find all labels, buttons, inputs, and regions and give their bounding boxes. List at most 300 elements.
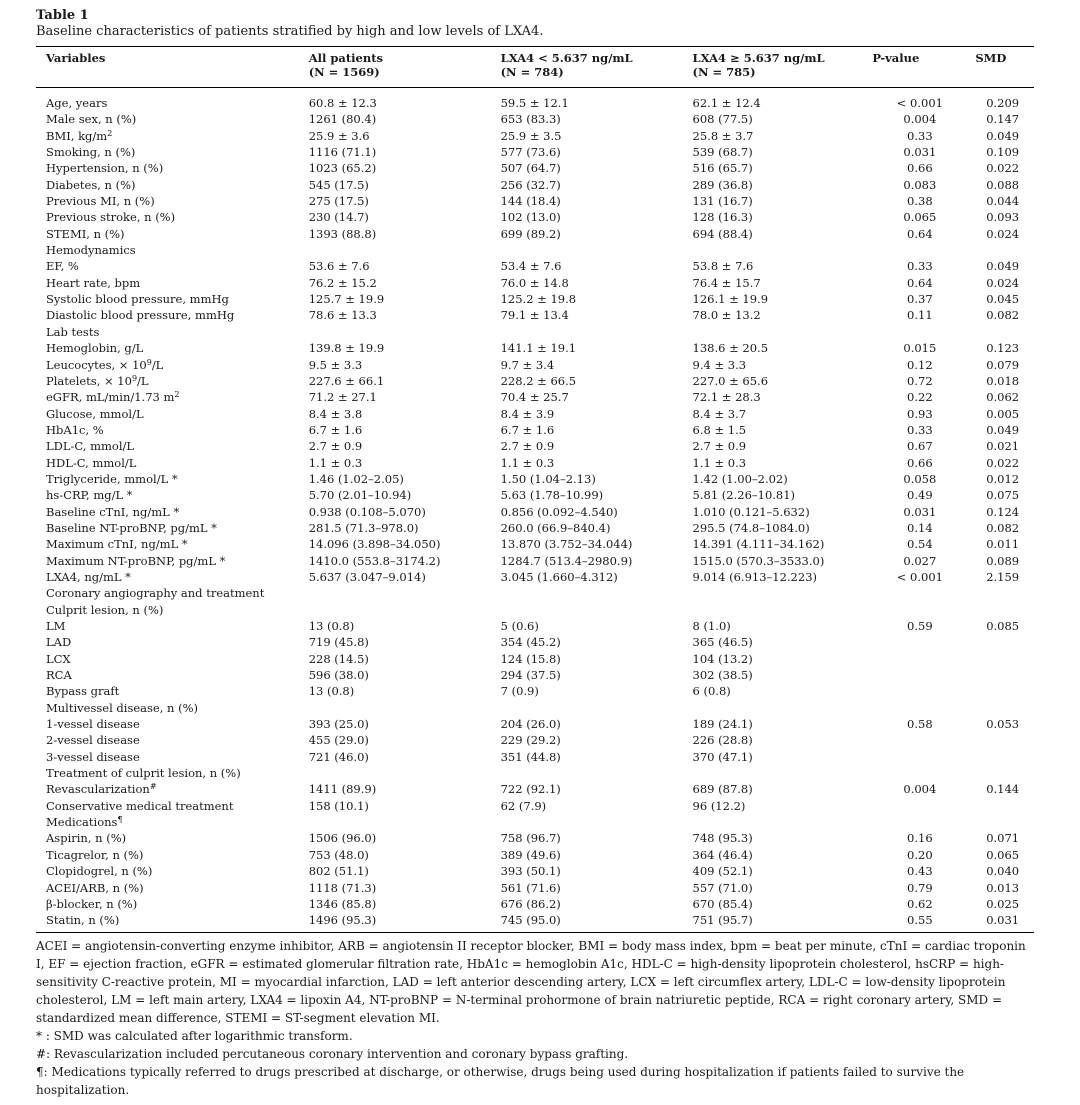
cell-p-value: [868, 765, 971, 781]
superscript: 2: [174, 390, 180, 400]
cell-p-value: 0.38: [907, 194, 933, 209]
cell-variable: Clopidogrel, n (%): [46, 864, 153, 879]
cell-all-patients: 1410.0 (553.8–3174.2): [308, 553, 441, 568]
cell-p-value: 0.031: [903, 145, 937, 160]
cell-all-patients: 9.5 ± 3.3: [308, 357, 363, 372]
cell-low-lxa4: [497, 765, 689, 781]
cell-p-value: [868, 683, 971, 699]
table-row: [36, 781, 1034, 797]
cell-high-lxa4: [689, 242, 869, 258]
cell-high-lxa4: 751 (95.7): [689, 912, 869, 932]
cell-all-patients: 25.9 ± 3.6: [308, 128, 370, 143]
cell-high-lxa4: 126.1 ± 19.9: [692, 292, 769, 307]
cell-p-value: 0.93: [907, 406, 933, 421]
table-row: [36, 209, 1034, 225]
cell-all-patients: [305, 814, 497, 830]
cell-smd: 0.012: [986, 471, 1020, 486]
table-row: [36, 651, 1034, 667]
cell-smd: [971, 814, 1034, 830]
cell-smd: 0.022: [986, 161, 1020, 176]
cell-all-patients: 753 (48.0): [308, 847, 369, 862]
cell-high-lxa4: 6 (0.8): [692, 684, 731, 699]
table-row: [36, 455, 1034, 471]
cell-smd: 0.031: [971, 912, 1034, 932]
table-footnotes: [36, 937, 1036, 1099]
cell-low-lxa4: 144 (18.4): [500, 194, 561, 209]
cell-smd: 0.062: [986, 390, 1020, 405]
cell-p-value: 0.065: [903, 210, 937, 225]
cell-smd: [971, 700, 1034, 716]
table-row: [36, 716, 1034, 732]
cell-low-lxa4: 699 (89.2): [500, 226, 561, 241]
cell-p-value: 0.031: [903, 504, 937, 519]
cell-all-patients: 1023 (65.2): [308, 161, 377, 176]
table-row: [36, 144, 1034, 160]
cell-all-patients: [305, 585, 497, 601]
cell-variable: Leucocytes, × $10^9/L$: [46, 357, 164, 372]
cell-variable: Hemodynamics: [46, 243, 136, 258]
table-row: [36, 357, 1034, 373]
cell-low-lxa4: 393 (50.1): [500, 864, 561, 879]
cell-p-value: [868, 667, 971, 683]
cell-low-lxa4: 745 (95.0): [497, 912, 689, 932]
cell-smd: [971, 651, 1034, 667]
cell-all-patients: 158 (10.1): [308, 798, 369, 813]
cell-variable: Glucose, mmol/L: [46, 406, 144, 421]
cell-p-value: [868, 798, 971, 814]
cell-smd: 0.040: [986, 864, 1020, 879]
cell-smd: 0.144: [986, 782, 1020, 797]
cell-smd: 0.088: [986, 177, 1020, 192]
cell-p-value: [868, 602, 971, 618]
table-row: [36, 912, 1034, 932]
cell-high-lxa4: 289 (36.8): [692, 177, 753, 192]
cell-p-value: [868, 749, 971, 765]
cell-variable: hs-CRP, mg/L *: [46, 488, 133, 503]
cell-high-lxa4: 96 (12.2): [692, 798, 746, 813]
cell-smd: [971, 667, 1034, 683]
cell-smd: 0.013: [986, 880, 1020, 895]
cell-p-value: [868, 814, 971, 830]
cell-low-lxa4: 260.0 (66.9–840.4): [500, 520, 611, 535]
table-row: [36, 242, 1034, 258]
cell-all-patients: [305, 765, 497, 781]
cell-smd: 0.075: [986, 488, 1020, 503]
table-row: [36, 389, 1034, 405]
cell-all-patients: 13 (0.8): [308, 684, 355, 699]
cell-low-lxa4: 354 (45.2): [500, 635, 561, 650]
cell-low-lxa4: 294 (37.5): [500, 668, 561, 683]
cell-low-lxa4: 70.4 ± 25.7: [500, 390, 569, 405]
cell-smd: 0.071: [986, 831, 1020, 846]
cell-high-lxa4: 1.010 (0.121–5.632): [692, 504, 810, 519]
cell-low-lxa4: 59.5 ± 12.1: [500, 96, 569, 110]
table-row: [36, 847, 1034, 863]
cell-all-patients: 78.6 ± 13.3: [308, 308, 377, 323]
cell-low-lxa4: 256 (32.7): [500, 177, 561, 192]
cell-all-patients: 1506 (96.0): [308, 831, 377, 846]
cell-variable: ACEI/ARB, n (%): [46, 880, 144, 895]
table-body: [36, 88, 1034, 933]
table-row: [36, 111, 1034, 127]
header-high-lxa4: LXA4 ≥ 5.637 ng/mL (N = 785): [689, 47, 869, 88]
cell-p-value: 0.20: [907, 847, 933, 862]
table-row: [36, 896, 1034, 912]
cell-low-lxa4: 351 (44.8): [500, 749, 561, 764]
cell-all-patients: 14.096 (3.898–34.050): [308, 537, 441, 552]
cell-smd: 0.089: [986, 553, 1020, 568]
cell-low-lxa4: 1284.7 (513.4–2980.9): [500, 553, 633, 568]
table-row: [36, 438, 1034, 454]
header-smd: SMD: [971, 47, 1034, 88]
cell-smd: 0.124: [986, 504, 1020, 519]
cell-p-value: 0.62: [907, 896, 933, 911]
cell-low-lxa4: 507 (64.7): [500, 161, 561, 176]
cell-high-lxa4: 516 (65.7): [692, 161, 753, 176]
cell-all-patients: 1411 (89.9): [308, 782, 377, 797]
cell-high-lxa4: 14.391 (4.111–34.162): [692, 537, 825, 552]
table-row: [36, 520, 1034, 536]
cell-low-lxa4: 125.2 ± 19.8: [500, 292, 577, 307]
cell-all-patients: 1261 (80.4): [308, 112, 377, 127]
cell-p-value: 0.11: [907, 308, 933, 323]
cell-high-lxa4: 9.4 ± 3.3: [692, 357, 747, 372]
cell-variable: Hypertension, n (%): [46, 161, 164, 176]
cell-p-value: 0.004: [903, 112, 937, 127]
cell-high-lxa4: 138.6 ± 20.5: [692, 341, 769, 356]
cell-smd: 0.065: [986, 847, 1020, 862]
cell-smd: 0.147: [986, 112, 1020, 127]
cell-p-value: 0.66: [907, 161, 933, 176]
cell-smd: [971, 242, 1034, 258]
cell-variable: Male sex, n (%): [46, 112, 137, 127]
cell-variable: Baseline NT-proBNP, pg/mL *: [46, 520, 217, 535]
cell-smd: 0.093: [986, 210, 1020, 225]
cell-low-lxa4: [497, 700, 689, 716]
cell-low-lxa4: 25.9 ± 3.5: [500, 128, 562, 143]
cell-high-lxa4: 608 (77.5): [692, 112, 753, 127]
cell-variable: 1-vessel disease: [46, 717, 140, 732]
cell-all-patients: 1496 (95.3): [305, 912, 497, 932]
cell-smd: 0.082: [986, 520, 1020, 535]
cell-p-value: 0.058: [903, 471, 937, 486]
cell-low-lxa4: 228.2 ± 66.5: [500, 373, 577, 388]
table-row: [36, 487, 1034, 503]
cell-high-lxa4: 2.7 ± 0.9: [692, 439, 747, 454]
cell-smd: [971, 683, 1034, 699]
cell-variable: Bypass graft: [46, 684, 120, 699]
table-row: [36, 471, 1034, 487]
cell-low-lxa4: 5.63 (1.78–10.99): [500, 488, 604, 503]
header-low-lxa4: LXA4 < 5.637 ng/mL (N = 784): [497, 47, 689, 88]
cell-high-lxa4: 131 (16.7): [692, 194, 753, 209]
cell-high-lxa4: 226 (28.8): [692, 733, 753, 748]
table-caption: Baseline characteristics of patients stratified by high and low levels of LXA4.: [36, 24, 544, 39]
cell-variable: 2-vessel disease: [46, 733, 140, 748]
cell-low-lxa4: 389 (49.6): [500, 847, 561, 862]
cell-low-lxa4: [497, 324, 689, 340]
cell-smd: [971, 765, 1034, 781]
table-row: [36, 324, 1034, 340]
table-row: [36, 226, 1034, 242]
cell-p-value: 0.33: [907, 259, 933, 274]
cell-high-lxa4: [689, 814, 869, 830]
cell-low-lxa4: 76.0 ± 14.8: [500, 275, 569, 290]
cell-variable: Multivessel disease, n (%): [46, 700, 198, 715]
cell-smd: [971, 634, 1034, 650]
superscript: #: [149, 782, 157, 792]
baseline-characteristics-table: [36, 46, 1034, 933]
cell-variable: Conservative medical treatment: [46, 798, 234, 813]
cell-p-value: [868, 585, 971, 601]
cell-variable: β-blocker, n (%): [46, 896, 138, 911]
cell-variable: Previous MI, n (%): [46, 194, 155, 209]
cell-high-lxa4: 539 (68.7): [692, 145, 753, 160]
cell-p-value: 0.22: [907, 390, 933, 405]
cell-variable: Baseline cTnI, ng/mL *: [46, 504, 180, 519]
cell-variable: EF, %: [46, 259, 79, 274]
cell-all-patients: 1118 (71.3): [308, 880, 377, 895]
cell-all-patients: 8.4 ± 3.8: [308, 406, 363, 421]
cell-high-lxa4: 25.8 ± 3.7: [692, 128, 754, 143]
cell-smd: [971, 732, 1034, 748]
cell-all-patients: 5.637 (3.047–9.014): [308, 569, 426, 584]
cell-all-patients: 1.1 ± 0.3: [308, 455, 363, 470]
table-row: [36, 258, 1034, 274]
cell-variable: LXA4, ng/mL *: [46, 569, 131, 584]
table-row: [36, 193, 1034, 209]
cell-variable: RCA: [46, 668, 72, 683]
superscript: 9: [146, 357, 152, 367]
table-row: [36, 765, 1034, 781]
cell-low-lxa4: 3.045 (1.660–4.312): [500, 569, 618, 584]
cell-all-patients: 5.70 (2.01–10.94): [308, 488, 412, 503]
cell-variable: Smoking, n (%): [46, 145, 136, 160]
table-row: [36, 798, 1034, 814]
table-row: [36, 667, 1034, 683]
cell-low-lxa4: [497, 585, 689, 601]
cell-high-lxa4: 72.1 ± 28.3: [692, 390, 761, 405]
table-row: [36, 700, 1034, 716]
cell-all-patients: 1393 (88.8): [308, 226, 377, 241]
cell-high-lxa4: 62.1 ± 12.4: [692, 96, 761, 110]
cell-all-patients: 1116 (71.1): [308, 145, 377, 160]
cell-variable: LDL-C, mmol/L: [46, 439, 135, 454]
cell-p-value: 0.33: [907, 128, 933, 143]
footnote-hash: #: Revascularization included percutaneous coronary intervention and coronary bypass grafting.: [36, 1046, 629, 1061]
cell-variable: Diabetes, n (%): [46, 177, 136, 192]
cell-variable: LM: [46, 619, 66, 633]
cell-p-value: 0.004: [903, 782, 937, 797]
cell-high-lxa4: 409 (52.1): [692, 864, 753, 879]
table-row: [36, 160, 1034, 176]
cell-low-lxa4: 204 (26.0): [500, 717, 561, 732]
cell-smd: 0.123: [986, 341, 1020, 356]
table-row: [36, 406, 1034, 422]
cell-p-value: 0.015: [903, 341, 937, 356]
cell-p-value: 0.12: [907, 357, 933, 372]
header-p-value: P-value: [868, 47, 971, 88]
table-row: [36, 340, 1034, 356]
table-row: [36, 422, 1034, 438]
cell-smd: 0.079: [986, 357, 1020, 372]
cell-all-patients: 71.2 ± 27.1: [308, 390, 377, 405]
cell-all-patients: 275 (17.5): [308, 194, 369, 209]
cell-low-lxa4: 62 (7.9): [500, 798, 547, 813]
table-row: [36, 602, 1034, 618]
table-row: [36, 177, 1034, 193]
cell-variable: Systolic blood pressure, mmHg: [46, 292, 229, 307]
footnote-star: * : SMD was calculated after logarithmic transform.: [36, 1028, 353, 1043]
footnote-abbreviations: ACEI = angiotensin-converting enzyme inhibitor, ARB = angiotensin II receptor blocker, BMI = body mass index, bpm = beat per minute, cTnI = cardiac troponin I, EF = ejection fraction, eGFR = estimated glomerular filtration rate, HbA1c = hemoglobin A1c, HDL-C = high-density lipoprotein cholesterol, hsCRP = high-sensitivity C-reactive protein, MI = myocardial infarction, LAD = left anterior descending artery, LCX = left circumflex artery, LDL-C = low-density lipoprotein cholesterol, LM = left main artery, LXA4 = lipoxin A4, NT-proBNP = N-terminal prohormone of brain natriuretic peptide, RCA = right coronary artery, SMD = standardized mean difference, STEMI = ST-segment elevation MI.: [36, 938, 1026, 1025]
cell-high-lxa4: [689, 324, 869, 340]
cell-variable: Maximum NT-proBNP, pg/mL *: [46, 553, 226, 568]
cell-p-value: 0.59: [907, 619, 933, 633]
cell-variable: Maximum cTnI, ng/mL *: [46, 537, 188, 552]
cell-high-lxa4: 5.81 (2.26–10.81): [692, 488, 796, 503]
cell-low-lxa4: 722 (92.1): [500, 782, 561, 797]
cell-variable: Heart rate, bpm: [46, 275, 141, 290]
cell-smd: 0.109: [986, 145, 1020, 160]
superscript: 2: [107, 128, 113, 138]
table-row: [36, 291, 1034, 307]
cell-p-value: [868, 651, 971, 667]
cell-low-lxa4: 561 (71.6): [500, 880, 561, 895]
cell-p-value: [868, 732, 971, 748]
table-row: [36, 88, 1034, 112]
table-row: [36, 732, 1034, 748]
cell-low-lxa4: 1.1 ± 0.3: [500, 455, 555, 470]
cell-p-value: 0.16: [907, 831, 933, 846]
table-row: [36, 634, 1034, 650]
cell-all-patients: 139.8 ± 19.9: [308, 341, 385, 356]
cell-low-lxa4: 124 (15.8): [500, 651, 561, 666]
table-row: [36, 863, 1034, 879]
table-row: [36, 814, 1034, 830]
cell-low-lxa4: [497, 602, 689, 618]
cell-high-lxa4: 1.1 ± 0.3: [692, 455, 747, 470]
cell-low-lxa4: 229 (29.2): [500, 733, 561, 748]
cell-p-value: 0.55: [868, 912, 971, 932]
cell-all-patients: 125.7 ± 19.9: [308, 292, 385, 307]
cell-smd: 0.044: [986, 194, 1020, 209]
cell-p-value: 0.64: [907, 275, 933, 290]
table-page: [36, 8, 1036, 1099]
cell-p-value: 0.66: [907, 455, 933, 470]
cell-all-patients: 0.938 (0.108–5.070): [308, 504, 426, 519]
cell-low-lxa4: 9.7 ± 3.4: [500, 357, 555, 372]
cell-smd: 2.159: [986, 569, 1020, 584]
cell-high-lxa4: 78.0 ± 13.2: [692, 308, 761, 323]
cell-low-lxa4: 13.870 (3.752–34.044): [500, 537, 633, 552]
cell-high-lxa4: 670 (85.4): [692, 896, 753, 911]
cell-variable: Previous stroke, n (%): [46, 210, 176, 225]
superscript: 9: [131, 373, 138, 383]
cell-smd: [971, 602, 1034, 618]
cell-high-lxa4: 748 (95.3): [692, 831, 753, 846]
cell-smd: 0.021: [986, 439, 1020, 454]
cell-low-lxa4: 653 (83.3): [500, 112, 561, 127]
cell-smd: 0.049: [986, 128, 1020, 143]
cell-low-lxa4: 676 (86.2): [500, 896, 561, 911]
cell-low-lxa4: 7 (0.9): [500, 684, 539, 699]
cell-high-lxa4: [689, 700, 869, 716]
cell-variable: LAD: [46, 635, 72, 650]
cell-smd: 0.024: [986, 226, 1020, 241]
table-row: [36, 307, 1034, 323]
cell-high-lxa4: 9.014 (6.913–12.223): [692, 569, 817, 584]
cell-all-patients: 455 (29.0): [308, 733, 369, 748]
cell-p-value: [868, 700, 971, 716]
cell-all-patients: 596 (38.0): [308, 668, 369, 683]
cell-p-value: 0.72: [907, 373, 933, 388]
cell-all-patients: 281.5 (71.3–978.0): [308, 520, 419, 535]
cell-smd: 0.049: [986, 422, 1020, 437]
footnote-pilcrow: ¶: Medications typically referred to drugs prescribed at discharge, or otherwise, drugs being used during hospitalization if patients failed to survive the hospitalization.: [36, 1064, 965, 1097]
table-row: [36, 536, 1034, 552]
table-row: [36, 569, 1034, 585]
cell-all-patients: 60.8 ± 12.3: [308, 96, 377, 110]
cell-smd: [971, 749, 1034, 765]
cell-high-lxa4: 76.4 ± 15.7: [692, 275, 761, 290]
cell-smd: 0.053: [986, 717, 1020, 732]
cell-variable: BMI, $kg/m^2$: [46, 128, 113, 143]
cell-high-lxa4: 365 (46.5): [692, 635, 753, 650]
table-row: [36, 553, 1034, 569]
cell-variable: LCX: [46, 651, 71, 666]
cell-variable: Lab tests: [46, 324, 100, 339]
cell-low-lxa4: 0.856 (0.092–4.540): [500, 504, 618, 519]
cell-high-lxa4: 694 (88.4): [692, 226, 753, 241]
cell-p-value: 0.33: [907, 422, 933, 437]
table-row: [36, 618, 1034, 634]
cell-low-lxa4: 53.4 ± 7.6: [500, 259, 562, 274]
cell-low-lxa4: 758 (96.7): [500, 831, 561, 846]
cell-variable: Diastolic blood pressure, mmHg: [46, 308, 235, 323]
cell-high-lxa4: [689, 602, 869, 618]
cell-p-value: 0.49: [907, 488, 933, 503]
cell-variable: Aspirin, n (%): [46, 831, 127, 846]
cell-p-value: 0.43: [907, 864, 933, 879]
cell-smd: [971, 324, 1034, 340]
cell-high-lxa4: 1515.0 (570.3–3533.0): [692, 553, 825, 568]
cell-p-value: 0.58: [907, 717, 933, 732]
cell-smd: [971, 798, 1034, 814]
cell-variable: HDL-C, mmol/L: [46, 455, 137, 470]
cell-p-value: 0.027: [903, 553, 937, 568]
table-row: [36, 830, 1034, 846]
table-row: [36, 749, 1034, 765]
cell-variable: HbA1c, %: [46, 422, 104, 437]
cell-p-value: < 0.001: [896, 96, 943, 110]
cell-all-patients: [305, 602, 497, 618]
cell-high-lxa4: 189 (24.1): [692, 717, 753, 732]
cell-smd: 0.049: [986, 259, 1020, 274]
cell-p-value: 0.14: [907, 520, 933, 535]
cell-low-lxa4: [497, 814, 689, 830]
cell-high-lxa4: [689, 765, 869, 781]
cell-low-lxa4: 102 (13.0): [500, 210, 561, 225]
cell-all-patients: 545 (17.5): [308, 177, 369, 192]
cell-all-patients: 13 (0.8): [308, 619, 355, 633]
table-row: [36, 275, 1034, 291]
cell-variable: Triglyceride, mmol/L *: [46, 471, 178, 486]
cell-low-lxa4: 141.1 ± 19.1: [500, 341, 577, 356]
cell-high-lxa4: 8 (1.0): [692, 619, 731, 633]
cell-p-value: < 0.001: [896, 569, 943, 584]
cell-low-lxa4: 2.7 ± 0.9: [500, 439, 555, 454]
cell-high-lxa4: 364 (46.4): [692, 847, 753, 862]
